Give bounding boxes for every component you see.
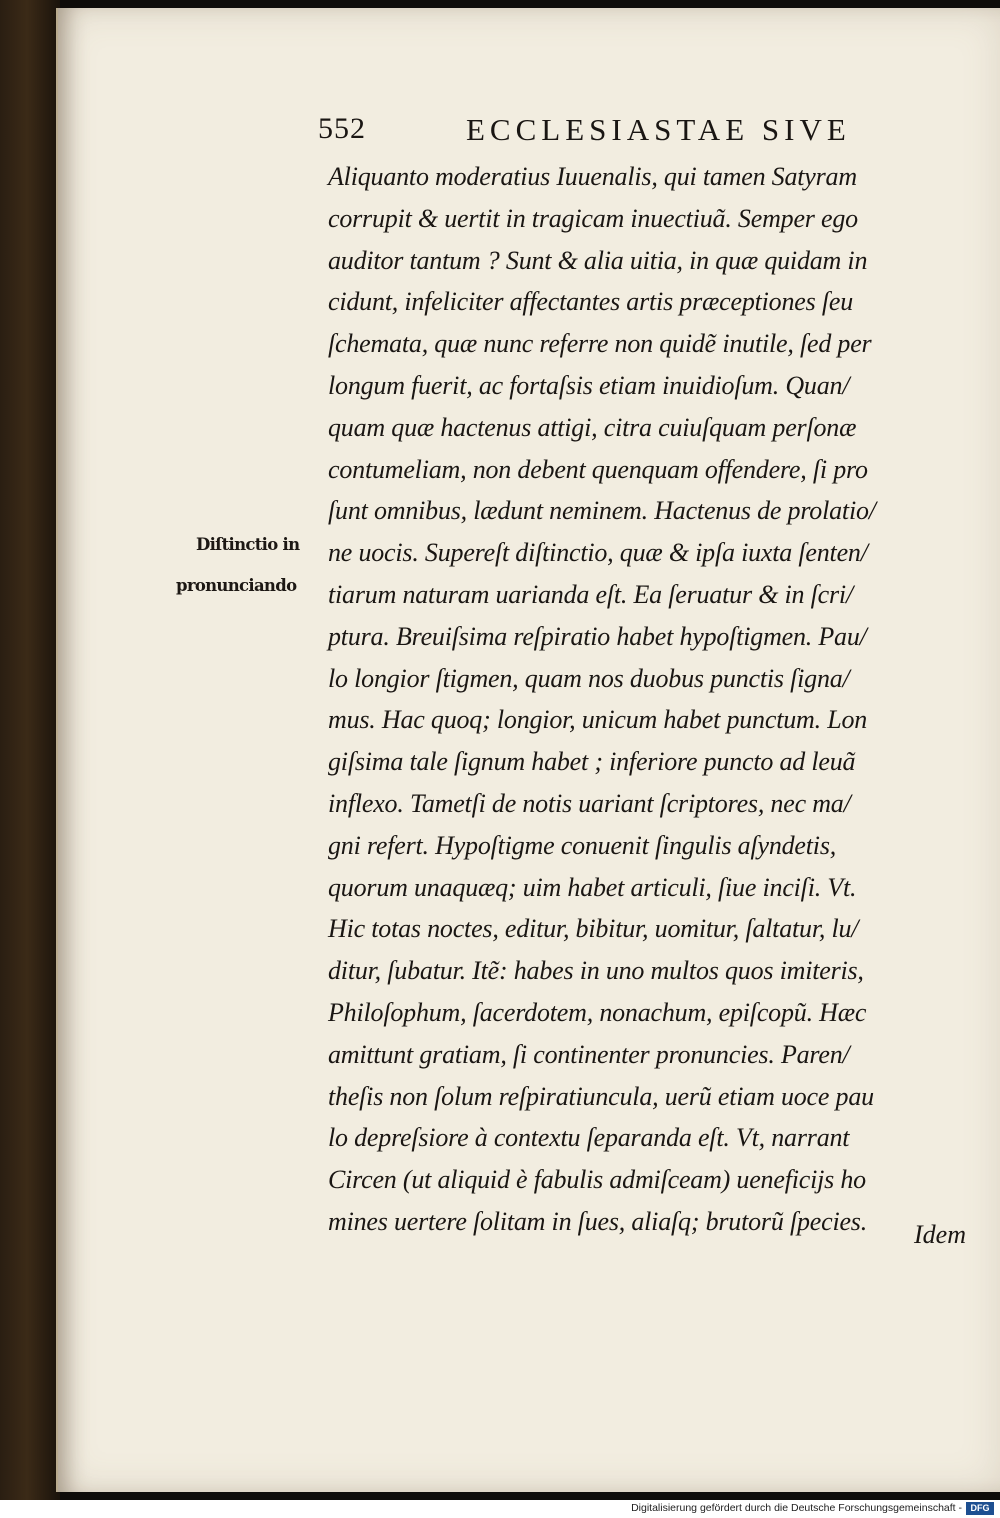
text-line: lo longior ſtigmen, quam nos duobus punctis ſigna/: [328, 663, 850, 693]
margin-note: [176, 524, 326, 606]
text-line: Hic totas noctes, editur, bibitur, uomitur, ſaltatur, lu/: [328, 914, 859, 944]
catchword: Idem: [914, 1220, 966, 1249]
text-line: ne uocis. Supereſt diſtinctio, quæ & ipſa iuxta ſenten/: [328, 538, 868, 568]
funding-notice: Digitalisierung gefördert durch die Deutsche Forschungsgemeinschaft -: [631, 1502, 962, 1514]
text-line: lo depreſsiore à contextu ſeparanda eſt. Vt, narrant: [328, 1123, 850, 1153]
text-line: quam quæ hactenus attigi, citra cuiuſquam perſonæ: [328, 412, 857, 442]
text-line: amittunt gratiam, ſi continenter pronuncies. Paren/: [328, 1039, 850, 1069]
text-line: ſunt omnibus, lædunt neminem. Hactenus de prolatio/: [328, 496, 876, 526]
book-edge: [0, 0, 60, 1500]
text-line: Circen (ut aliquid è fabulis admiſceam) ueneficijs ho: [328, 1165, 866, 1195]
text-line: quorum unaquæq; uim habet articuli, ſiue inciſi. Vt.: [328, 872, 857, 902]
text-line: theſis non ſolum reſpiratiuncula, uerũ etiam uoce pau: [328, 1081, 874, 1111]
text-line: ſchemata, quæ nunc referre non quidẽ inutile, ſed per: [328, 329, 872, 359]
margin-note-line: pronunciando: [176, 576, 297, 595]
text-line: Aliquanto moderatius Iuuenalis, qui tamen Satyram: [328, 162, 857, 191]
dfg-logo-icon: DFG: [966, 1502, 994, 1515]
text-line: cidunt, infeliciter affectantes artis præceptiones ſeu: [328, 287, 853, 317]
text-line: tiarum naturam uarianda eſt. Ea ſeruatur & in ſcri/: [328, 579, 853, 609]
text-line: contumeliam, non debent quenquam offendere, ſi pro: [328, 454, 868, 484]
text-line: corrupit & uertit in tragicam inuectiuã. Semper ego: [328, 203, 858, 233]
text-line: inflexo. Tametſi de notis uariant ſcriptores, nec ma/: [328, 788, 851, 818]
text-line: Philoſophum, ſacerdotem, nonachum, epiſcopũ. Hæc: [328, 997, 867, 1027]
page-header: [318, 110, 958, 154]
text-line: giſsima tale ſignum habet ; inferiore puncto ad leuã: [328, 747, 856, 777]
text-line: auditor tantum ? Sunt & alia uitia, in quæ quidam in: [328, 245, 868, 275]
text-line: gni refert. Hypoſtigme conuenit ſingulis aſyndetis,: [328, 830, 837, 860]
text-line: mus. Hac quoq; longior, unicum habet punctum. Lon: [328, 705, 868, 735]
text-line: ptura. Breuiſsima reſpiratio habet hypoſtigmen. Pau/: [328, 621, 867, 651]
page-number: 552: [318, 112, 366, 145]
body-text: [328, 156, 978, 1243]
text-line: mines uertere ſolitam in ſues, aliaſq; brutorũ ſpecies.: [328, 1206, 868, 1236]
text-line: ditur, ſubatur. Itẽ: habes in uno multos quos imiteris,: [328, 956, 864, 986]
running-title: ECCLESIASTAE SIVE: [466, 112, 851, 147]
margin-note-line: Diſtinctio in: [196, 535, 300, 554]
text-line: longum fuerit, ac fortaſsis etiam inuidioſum. Quan/: [328, 370, 850, 400]
